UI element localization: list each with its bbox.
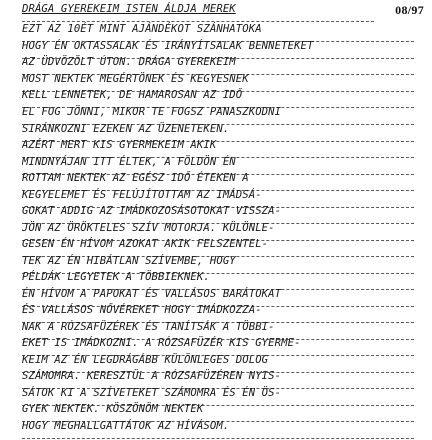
letter-line: TEK AZ ÉN HIBÁTLAN SZÍVEMBE, HOGY bbox=[22, 252, 414, 274]
letter-line: NAK A RÓZSAFÜZÉREK ÉS TANÍTSÁK A TÖBBI- bbox=[22, 318, 414, 340]
letter-line: EL FOG JÖNNI, MIKOR TE FOGSZ PANASZKODNI bbox=[22, 103, 414, 125]
letter-line: AZÉRT MERT KIS GYERMEKEIM AKIK bbox=[22, 136, 414, 158]
letter-line: GYEK NEKTEK. KÖSZÖNÖM NEKTEK bbox=[22, 400, 414, 422]
letter-line: KEGYELEMET ÉS FELÚJÍTOTTAM AZ IMÁDSÁ- bbox=[22, 186, 414, 208]
letter-line: ÉN HÍVOM A PAPOKAT ÉS VALLÁSOS BARÁTOKAT bbox=[22, 285, 414, 307]
letter-line: SIRÁNKOZNI EZEKEN AZ ÜZENETEKEN. bbox=[22, 120, 414, 142]
letter-line: ROTTAM NEKTEK AZ EGÉSZ IDŐ ÉTEKEN A bbox=[22, 169, 414, 191]
letter-line: GESEN ÉN HÍVOM AZOKAT AKIK FELSZENTEL- bbox=[22, 235, 414, 257]
letter-line: SÁTOK KI A SZÍVETEKET SZÁMOMRA ÉS ÉN ÖS- bbox=[22, 384, 414, 406]
letter-line: DRÁGA GYEREKEIM ISTEN ÁLDJA MEREK bbox=[22, 0, 374, 22]
letter-line: AZ ÜDVÖZÖLT ÚTON. DRÁGA GYEREKEIM bbox=[22, 53, 414, 75]
letter-line: PÉLDÁK LEGYETEK A TÖBBIEKNEK. bbox=[22, 268, 414, 290]
reference-number: 08/97 bbox=[395, 3, 424, 17]
letter-line: MOST NEKTEK MEGÉRTÖNEK ÉS KEGYESNEK bbox=[22, 70, 414, 92]
letter-line: GOKAT ADDIG AZ IMÁDKOZOSÁSOTOKAT VISSZA- bbox=[22, 202, 414, 224]
letter-line: KEIM AZ ÉN LEGDRÁGÁBB KÜLÖNLEGES DOLOG bbox=[22, 351, 414, 373]
letter-line: ÉS VALLÁSOS NŐVÉREKET HOGY IMÁDKOZZA- bbox=[22, 301, 414, 323]
letter-line: MINDNYÁJAN ITT ÉLTEK, A FÖLDÖN ÉN bbox=[22, 153, 414, 175]
letter-line: HOGY MEGHALLGATTÁTOK AZ HÍVÁSOM. bbox=[22, 417, 414, 439]
letter-line: EKET IS IMÁDKOZNI. A RÓZSAFÜZÉR KIS GYERME- bbox=[22, 334, 414, 356]
letter-line: SZÁMOMRA. KERESZTÜL A RÓZSAFÜZÉREN NYIS- bbox=[22, 367, 414, 389]
letter-line: HOGY ÉN OKTASSALAK ÉS IRÁNYÍTSALAK BENNETEKET bbox=[22, 37, 414, 59]
letter-line: JÖN AZ ÖRÖKTELES SZÍV MOTORJA. KÜLÖNLE- bbox=[22, 219, 414, 241]
letter-line: EZT AZ 10ÉT MINT AJÁNDÉKOT SZÁNHATOKA bbox=[22, 20, 414, 42]
letter-line: KELL LENNETEK, DE HAMAROSAN AZ IDŐ bbox=[22, 86, 414, 108]
